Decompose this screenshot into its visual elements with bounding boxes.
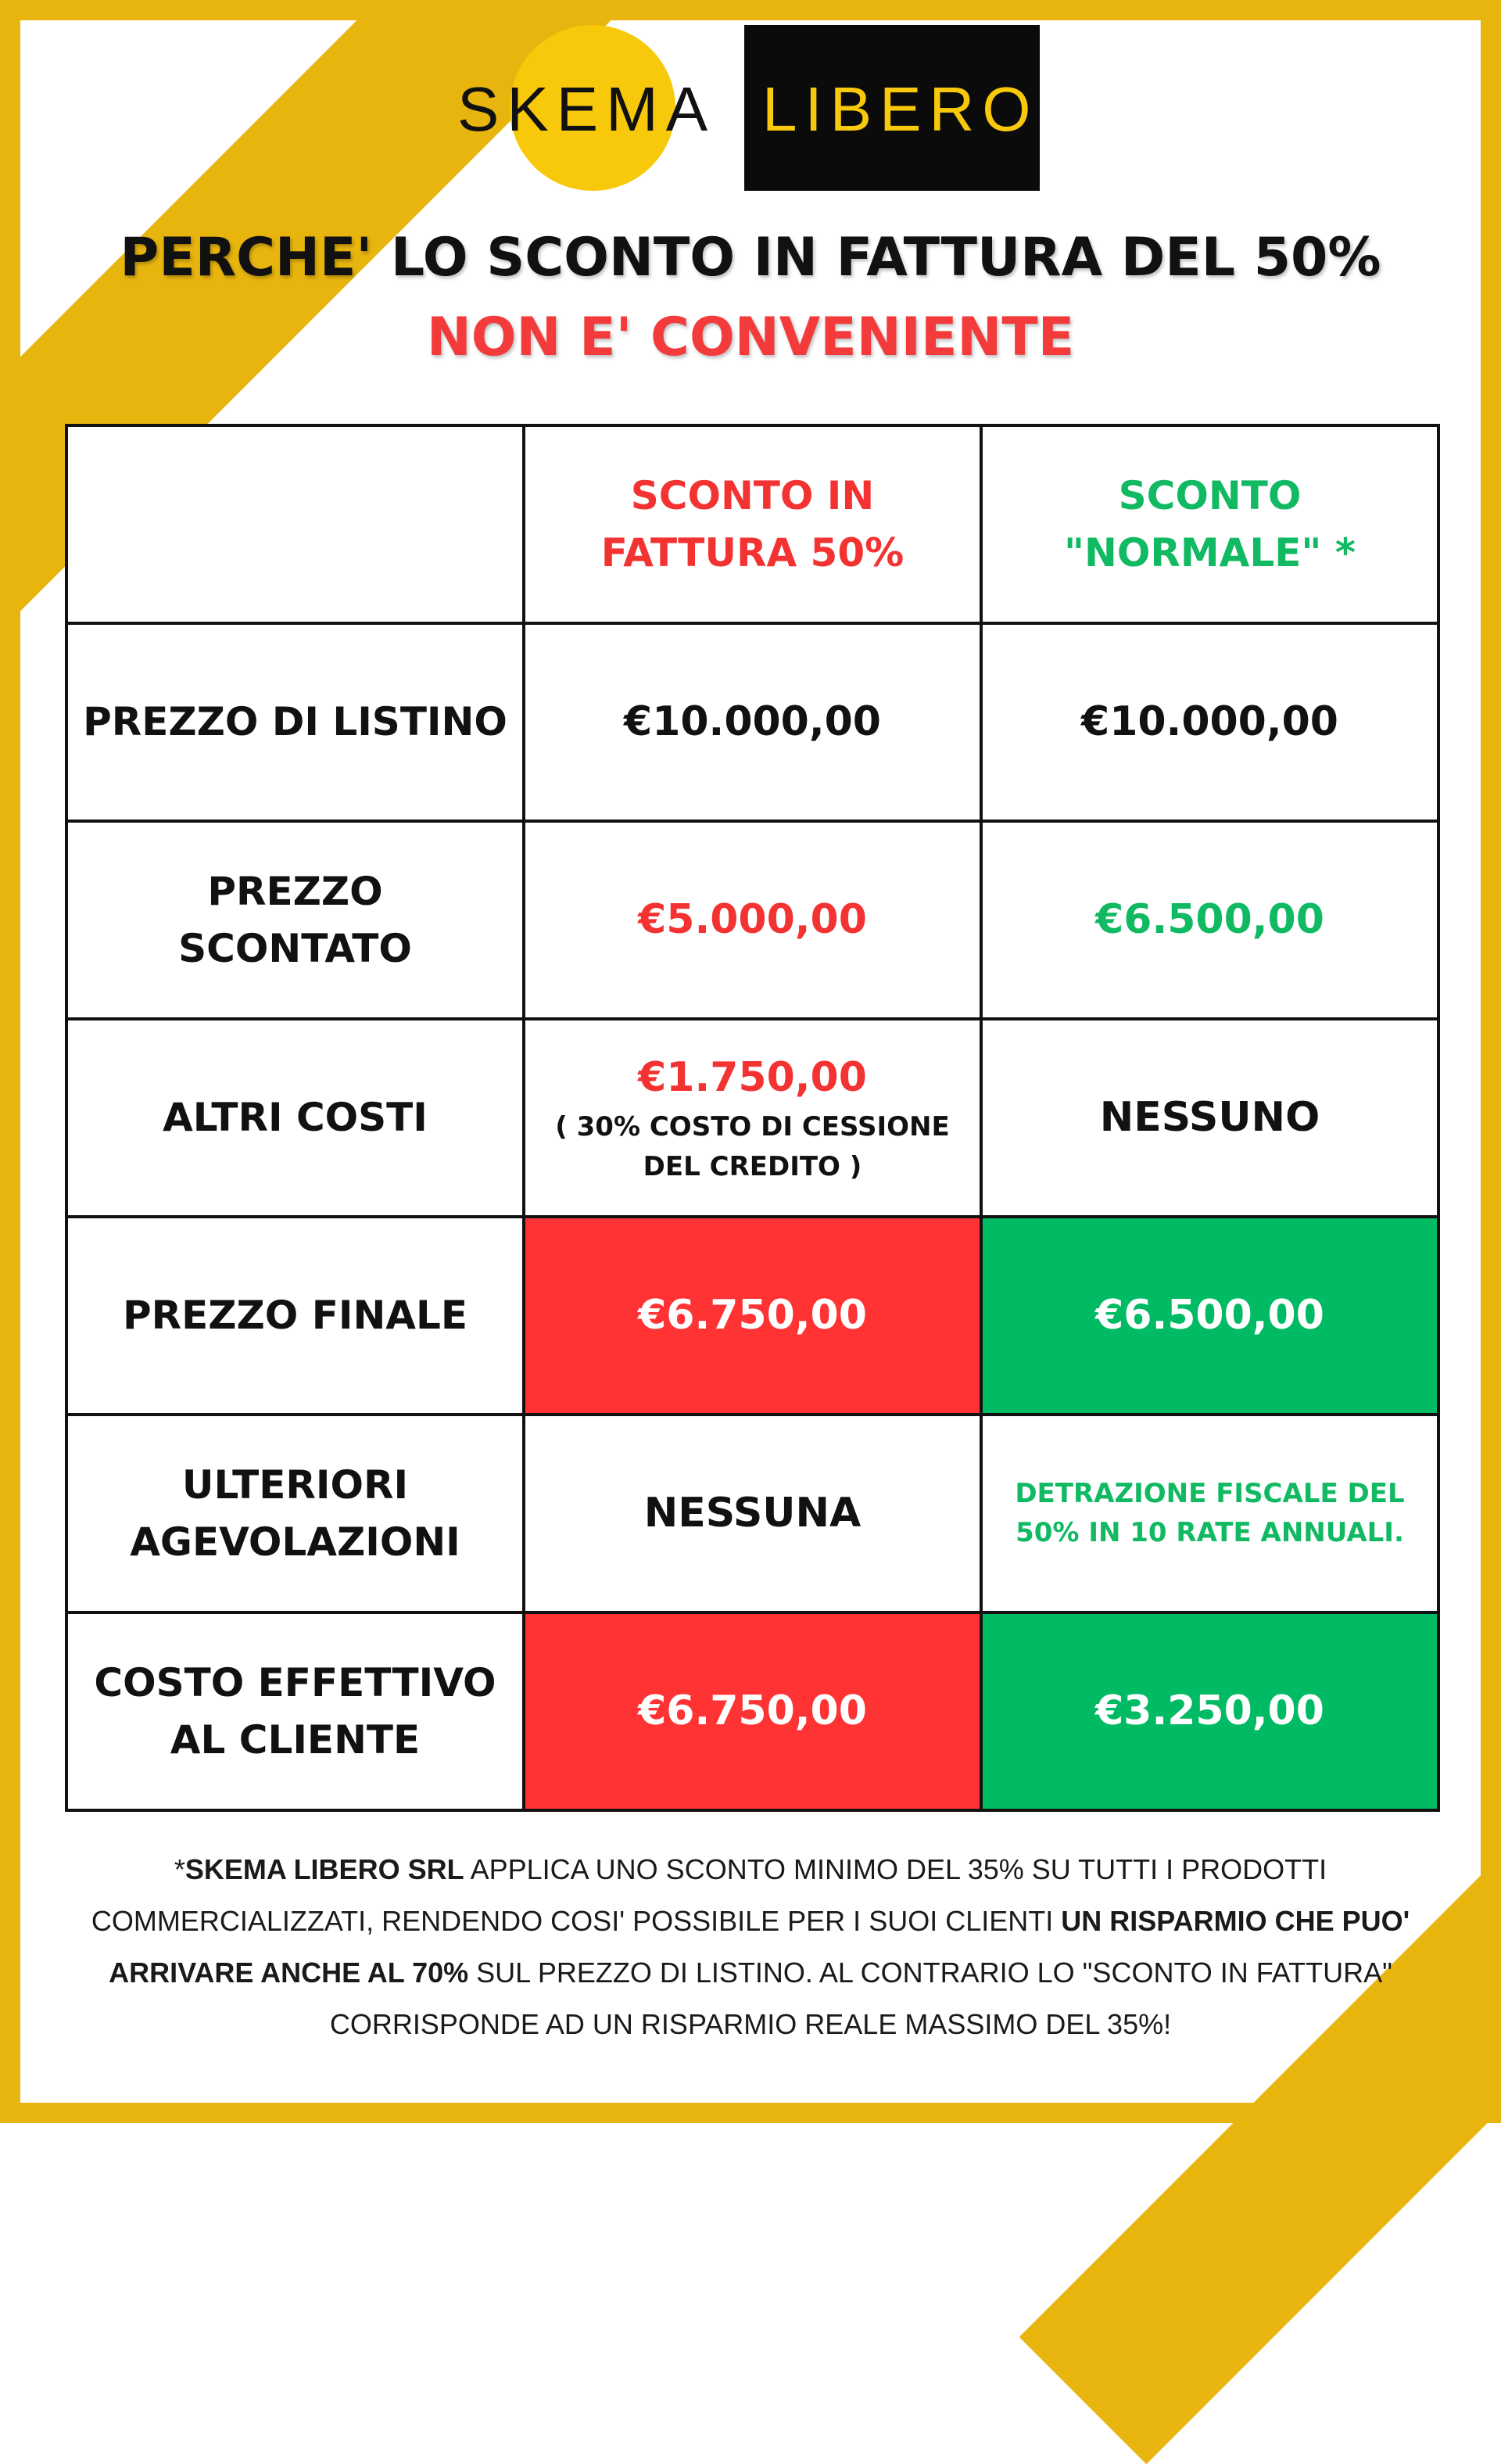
cell-fattura-altri-costi (524, 1019, 981, 1217)
row-label-ulteriori-agevolazioni (66, 1415, 524, 1612)
footnote (70, 1844, 1431, 2050)
row-label-line: SCONTATO (178, 925, 412, 971)
table-row (66, 1217, 1438, 1415)
brand-logo (453, 23, 1048, 192)
altri-costi-note-line2: DEL CREDITO ) (643, 1151, 862, 1183)
row-label-altri-costi (66, 1019, 524, 1217)
cell-normale-agevolazioni (981, 1415, 1438, 1612)
row-label-line: ULTERIORI (181, 1462, 409, 1508)
altri-costi-value: €1.750,00 (638, 1053, 867, 1101)
logo-word-libero: LIBERO (762, 74, 1039, 144)
cell-normale-costo-effettivo: €3.250,00 (981, 1612, 1438, 1810)
cell-normale-prezzo-scontato: €6.500,00 (981, 821, 1438, 1019)
footnote-asterisk: * (174, 1853, 185, 1885)
comparison-table (65, 424, 1440, 1812)
logo-word-skema: SKEMA (457, 74, 716, 144)
cell-fattura-prezzo-finale: €6.750,00 (524, 1217, 981, 1415)
row-label-line: ALTRI COSTI (163, 1095, 428, 1141)
row-label-prezzo-finale (66, 1217, 524, 1415)
cell-fattura-prezzo-listino: €10.000,00 (524, 623, 981, 821)
header-empty-cell (66, 425, 524, 623)
agevolazioni-line2: 50% IN 10 RATE ANNUALI. (1016, 1516, 1404, 1548)
table-row (66, 623, 1438, 821)
table-header-row (66, 425, 1438, 623)
cell-fattura-prezzo-scontato: €5.000,00 (524, 821, 981, 1019)
header-sconto-fattura-line1: SCONTO IN (630, 473, 875, 518)
agevolazioni-line1: DETRAZIONE FISCALE DEL (1015, 1478, 1405, 1510)
cell-fattura-agevolazioni: NESSUNA (524, 1415, 981, 1612)
row-label-line: PREZZO (207, 869, 383, 914)
footnote-text-1: APPLICA UNO SCONTO MINIMO DEL 35% SU TUTTI I PRODOTTI COMMERCIALIZZATI, RENDENDO COSI' POSSIBILE PER I SUOI CLIENTI (91, 1853, 1327, 1937)
page-title: PERCHE' LO SCONTO IN FATTURA DEL 50% (120, 227, 1381, 289)
header-sconto-fattura-line2: FATTURA 50% (600, 529, 905, 576)
altri-costi-note-line1: ( 30% COSTO DI CESSIONE (555, 1111, 950, 1143)
cell-fattura-costo-effettivo: €6.750,00 (524, 1612, 981, 1810)
footnote-text-2: SUL PREZZO DI LISTINO. AL CONTRARIO LO "SCONTO IN FATTURA" CORRISPONDE AD UN RISPARMIO REALE MASSIMO DEL 35%! (329, 1956, 1392, 2040)
page-subtitle: NON E' CONVENIENTE (426, 307, 1075, 368)
row-label-line: COSTO EFFETTIVO (94, 1660, 496, 1705)
table-row (66, 1415, 1438, 1612)
row-label-line: PREZZO FINALE (122, 1293, 468, 1339)
row-label-line: PREZZO DI LISTINO (83, 699, 507, 745)
header-sconto-fattura (524, 425, 981, 623)
cell-normale-prezzo-listino: €10.000,00 (981, 623, 1438, 821)
header-sconto-normale (981, 425, 1438, 623)
row-label-prezzo-scontato (66, 821, 524, 1019)
row-label-costo-effettivo (66, 1612, 524, 1810)
header-sconto-normale-line2: "NORMALE" * (1064, 529, 1356, 576)
row-label-prezzo-listino (66, 623, 524, 821)
cell-normale-prezzo-finale: €6.500,00 (981, 1217, 1438, 1415)
cell-normale-altri-costi: NESSUNO (981, 1019, 1438, 1217)
footnote-company: SKEMA LIBERO SRL (184, 1853, 464, 1885)
table-row (66, 1612, 1438, 1810)
row-label-line: AGEVOLAZIONI (130, 1519, 460, 1565)
row-label-line: AL CLIENTE (170, 1716, 421, 1763)
header-sconto-normale-line1: SCONTO (1118, 473, 1302, 518)
table-row (66, 1019, 1438, 1217)
table-row (66, 821, 1438, 1019)
footnote-highlight: UN RISPARMIO CHE PUO' ARRIVARE ANCHE AL 70% (109, 1905, 1410, 1989)
